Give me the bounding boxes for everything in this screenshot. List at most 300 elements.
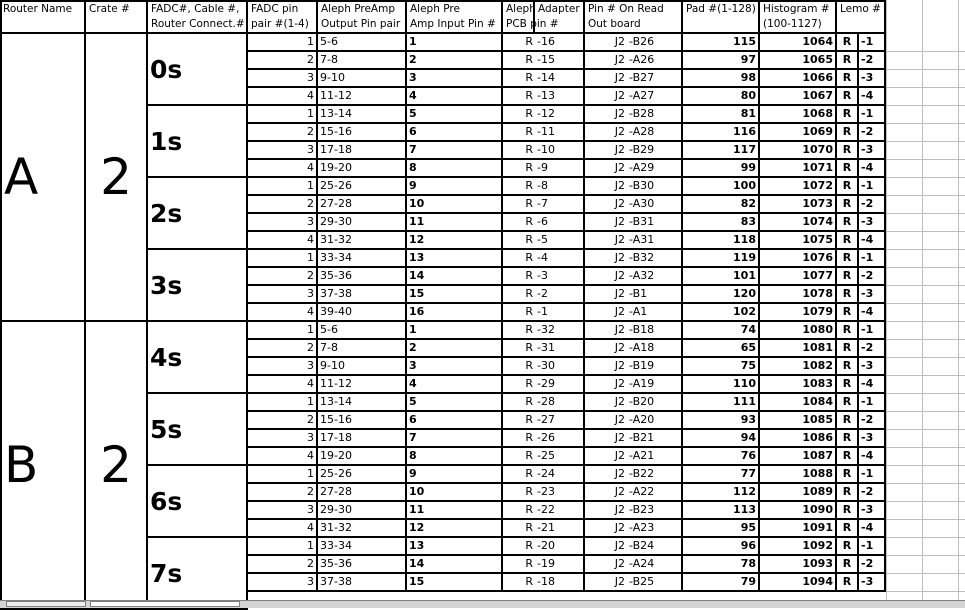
header-aleph-input[interactable]: [407, 0, 503, 34]
cell-lemo[interactable]: -1: [859, 394, 886, 412]
cell-hist[interactable]: 1074: [760, 214, 837, 232]
cell-inp[interactable]: 12: [407, 232, 503, 250]
cell-out[interactable]: 31-32: [318, 232, 407, 250]
cell-lemo_r[interactable]: R: [837, 160, 859, 178]
cell-adp[interactable]: -14: [535, 70, 585, 88]
cell-pcb[interactable]: R: [503, 556, 535, 574]
header-adapter[interactable]: [535, 0, 585, 34]
cell-j2[interactable]: J2: [585, 286, 627, 304]
cell-adp[interactable]: -6: [535, 214, 585, 232]
cell-lemo_r[interactable]: R: [837, 340, 859, 358]
cell-out[interactable]: 37-38: [318, 574, 407, 592]
cell-lemo[interactable]: -4: [859, 88, 886, 106]
cell-pcb[interactable]: R: [503, 214, 535, 232]
header-aleph-output[interactable]: [318, 0, 407, 34]
cell-ro[interactable]: -A30: [627, 196, 683, 214]
cell-inp[interactable]: 6: [407, 124, 503, 142]
cell-ro[interactable]: -B32: [627, 250, 683, 268]
cell-adp[interactable]: -28: [535, 394, 585, 412]
cell-pad[interactable]: 65: [683, 340, 760, 358]
cell-pad[interactable]: 83: [683, 214, 760, 232]
header-histogram[interactable]: [760, 0, 837, 34]
cell-adp[interactable]: -2: [535, 286, 585, 304]
cell-inp[interactable]: 13: [407, 538, 503, 556]
cell-adp[interactable]: -26: [535, 430, 585, 448]
cell-j2[interactable]: J2: [585, 178, 627, 196]
cell-hist[interactable]: 1080: [760, 322, 837, 340]
cell-j2[interactable]: J2: [585, 268, 627, 286]
cell-lemo_r[interactable]: R: [837, 556, 859, 574]
cell-adp[interactable]: -20: [535, 538, 585, 556]
cell-ro[interactable]: -A28: [627, 124, 683, 142]
cell-out[interactable]: 13-14: [318, 106, 407, 124]
cell-ro[interactable]: -B21: [627, 430, 683, 448]
cell-ro[interactable]: -B20: [627, 394, 683, 412]
cell-lemo_r[interactable]: R: [837, 466, 859, 484]
cell-out[interactable]: 11-12: [318, 88, 407, 106]
cell-lemo_r[interactable]: R: [837, 268, 859, 286]
cell-pcb[interactable]: R: [503, 358, 535, 376]
cell-j2[interactable]: J2: [585, 448, 627, 466]
cell-inp[interactable]: 11: [407, 214, 503, 232]
cell-inp[interactable]: 10: [407, 196, 503, 214]
cell-adp[interactable]: -32: [535, 322, 585, 340]
cell-hist[interactable]: 1081: [760, 340, 837, 358]
cell-pad[interactable]: 82: [683, 196, 760, 214]
cell-lemo[interactable]: -4: [859, 304, 886, 322]
cell-inp[interactable]: 2: [407, 52, 503, 70]
cell-adp[interactable]: -9: [535, 160, 585, 178]
cell-hist[interactable]: 1089: [760, 484, 837, 502]
cell-hist[interactable]: 1066: [760, 70, 837, 88]
cell-pad[interactable]: 102: [683, 304, 760, 322]
cell-adp[interactable]: -5: [535, 232, 585, 250]
cell-inp[interactable]: 11: [407, 502, 503, 520]
cell-lemo[interactable]: -3: [859, 502, 886, 520]
cell-out[interactable]: 19-20: [318, 160, 407, 178]
cell-pad[interactable]: 79: [683, 574, 760, 592]
cell-j2[interactable]: J2: [585, 124, 627, 142]
cell-j2[interactable]: J2: [585, 160, 627, 178]
cell-pin[interactable]: 3: [248, 142, 318, 160]
cell-pin[interactable]: 2: [248, 340, 318, 358]
cell-adp[interactable]: -31: [535, 340, 585, 358]
cell-out[interactable]: 37-38: [318, 286, 407, 304]
cell-lemo[interactable]: -3: [859, 430, 886, 448]
cell-out[interactable]: 5-6: [318, 322, 407, 340]
cell-adp[interactable]: -8: [535, 178, 585, 196]
header-readout[interactable]: [585, 0, 683, 34]
cell-hist[interactable]: 1073: [760, 196, 837, 214]
cell-pin[interactable]: 1: [248, 538, 318, 556]
cell-adp[interactable]: -19: [535, 556, 585, 574]
cell-inp[interactable]: 1: [407, 34, 503, 52]
cell-out[interactable]: 33-34: [318, 538, 407, 556]
cell-lemo_r[interactable]: R: [837, 178, 859, 196]
cell-hist[interactable]: 1067: [760, 88, 837, 106]
cell-out[interactable]: 13-14: [318, 394, 407, 412]
cell-hist[interactable]: 1064: [760, 34, 837, 52]
cell-inp[interactable]: 1: [407, 322, 503, 340]
cell-inp[interactable]: 15: [407, 574, 503, 592]
cell-inp[interactable]: 14: [407, 556, 503, 574]
cell-inp[interactable]: 4: [407, 88, 503, 106]
cell-j2[interactable]: J2: [585, 538, 627, 556]
cell-ro[interactable]: -A29: [627, 160, 683, 178]
cell-j2[interactable]: J2: [585, 142, 627, 160]
cell-ro[interactable]: -B19: [627, 358, 683, 376]
cell-lemo_r[interactable]: R: [837, 70, 859, 88]
cell-inp[interactable]: 16: [407, 304, 503, 322]
cell-adp[interactable]: -3: [535, 268, 585, 286]
cell-pin[interactable]: 4: [248, 448, 318, 466]
cell-lemo[interactable]: -4: [859, 232, 886, 250]
cell-pcb[interactable]: R: [503, 538, 535, 556]
cell-lemo[interactable]: -2: [859, 268, 886, 286]
cell-adp[interactable]: -27: [535, 412, 585, 430]
cell-j2[interactable]: J2: [585, 340, 627, 358]
cell-pcb[interactable]: R: [503, 448, 535, 466]
cell-pad[interactable]: 119: [683, 250, 760, 268]
cell-j2[interactable]: J2: [585, 214, 627, 232]
cell-pcb[interactable]: R: [503, 268, 535, 286]
cell-j2[interactable]: J2: [585, 520, 627, 538]
cell-out[interactable]: 25-26: [318, 466, 407, 484]
header-lemo[interactable]: [837, 0, 886, 34]
cell-pad[interactable]: 113: [683, 502, 760, 520]
cell-ro[interactable]: -A27: [627, 88, 683, 106]
cell-ro[interactable]: -B23: [627, 502, 683, 520]
cell-out[interactable]: 15-16: [318, 124, 407, 142]
cell-inp[interactable]: 10: [407, 484, 503, 502]
cell-lemo[interactable]: -2: [859, 412, 886, 430]
cell-pin[interactable]: 4: [248, 232, 318, 250]
cell-inp[interactable]: 13: [407, 250, 503, 268]
cell-out[interactable]: 19-20: [318, 448, 407, 466]
cell-lemo[interactable]: -1: [859, 250, 886, 268]
cell-hist[interactable]: 1091: [760, 520, 837, 538]
cell-pad[interactable]: 101: [683, 268, 760, 286]
cell-pad[interactable]: 95: [683, 520, 760, 538]
cell-hist[interactable]: 1079: [760, 304, 837, 322]
cell-ro[interactable]: -B28: [627, 106, 683, 124]
cell-hist[interactable]: 1090: [760, 502, 837, 520]
cell-adp[interactable]: -1: [535, 304, 585, 322]
cell-out[interactable]: 17-18: [318, 430, 407, 448]
cell-ro[interactable]: -A19: [627, 376, 683, 394]
cell-pad[interactable]: 115: [683, 34, 760, 52]
cell-lemo[interactable]: -2: [859, 52, 886, 70]
cell-pin[interactable]: 3: [248, 286, 318, 304]
cell-hist[interactable]: 1092: [760, 538, 837, 556]
cell-lemo[interactable]: -2: [859, 556, 886, 574]
router-name-cell[interactable]: [0, 322, 86, 610]
cell-pin[interactable]: 1: [248, 250, 318, 268]
crate-cell[interactable]: [86, 34, 148, 322]
cell-lemo_r[interactable]: R: [837, 502, 859, 520]
cell-pin[interactable]: 4: [248, 160, 318, 178]
cell-pin[interactable]: 1: [248, 394, 318, 412]
cell-lemo[interactable]: -1: [859, 34, 886, 52]
cell-pcb[interactable]: R: [503, 394, 535, 412]
cell-inp[interactable]: 7: [407, 430, 503, 448]
cell-lemo[interactable]: -2: [859, 124, 886, 142]
cell-pcb[interactable]: R: [503, 340, 535, 358]
cell-pin[interactable]: 2: [248, 52, 318, 70]
cell-inp[interactable]: 9: [407, 178, 503, 196]
cell-ro[interactable]: -B25: [627, 574, 683, 592]
cell-j2[interactable]: J2: [585, 106, 627, 124]
cell-pin[interactable]: 3: [248, 574, 318, 592]
cell-out[interactable]: 33-34: [318, 250, 407, 268]
cell-j2[interactable]: J2: [585, 52, 627, 70]
cell-lemo[interactable]: -3: [859, 70, 886, 88]
cell-lemo_r[interactable]: R: [837, 232, 859, 250]
cell-hist[interactable]: 1065: [760, 52, 837, 70]
cell-pad[interactable]: 96: [683, 538, 760, 556]
cell-ro[interactable]: -B29: [627, 142, 683, 160]
cell-out[interactable]: 9-10: [318, 358, 407, 376]
cell-pad[interactable]: 116: [683, 124, 760, 142]
cell-pad[interactable]: 118: [683, 232, 760, 250]
cell-pin[interactable]: 1: [248, 466, 318, 484]
header-fadc[interactable]: [148, 0, 248, 34]
cell-ro[interactable]: -A21: [627, 448, 683, 466]
cell-lemo[interactable]: -4: [859, 520, 886, 538]
cell-lemo_r[interactable]: R: [837, 574, 859, 592]
cell-hist[interactable]: 1068: [760, 106, 837, 124]
cell-pin[interactable]: 2: [248, 268, 318, 286]
cell-pin[interactable]: 4: [248, 376, 318, 394]
cell-pin[interactable]: 3: [248, 502, 318, 520]
cell-pcb[interactable]: R: [503, 304, 535, 322]
cell-pcb[interactable]: R: [503, 124, 535, 142]
cell-out[interactable]: 15-16: [318, 412, 407, 430]
sheet-tab[interactable]: [6, 601, 86, 607]
cell-lemo[interactable]: -1: [859, 322, 886, 340]
cell-j2[interactable]: J2: [585, 358, 627, 376]
cell-lemo_r[interactable]: R: [837, 448, 859, 466]
fadc-group-cell[interactable]: [148, 394, 248, 466]
cell-adp[interactable]: -22: [535, 502, 585, 520]
cell-ro[interactable]: -B31: [627, 214, 683, 232]
cell-adp[interactable]: -16: [535, 34, 585, 52]
cell-ro[interactable]: -B18: [627, 322, 683, 340]
cell-inp[interactable]: 12: [407, 520, 503, 538]
cell-out[interactable]: 27-28: [318, 484, 407, 502]
cell-lemo[interactable]: -3: [859, 574, 886, 592]
cell-pad[interactable]: 93: [683, 412, 760, 430]
fadc-group-cell[interactable]: [148, 106, 248, 178]
cell-lemo[interactable]: -1: [859, 466, 886, 484]
fadc-group-cell[interactable]: [148, 322, 248, 394]
cell-pcb[interactable]: R: [503, 286, 535, 304]
cell-pin[interactable]: 2: [248, 556, 318, 574]
cell-j2[interactable]: J2: [585, 322, 627, 340]
cell-pcb[interactable]: R: [503, 412, 535, 430]
cell-lemo[interactable]: -4: [859, 376, 886, 394]
cell-inp[interactable]: 7: [407, 142, 503, 160]
cell-hist[interactable]: 1070: [760, 142, 837, 160]
cell-pin[interactable]: 3: [248, 70, 318, 88]
cell-hist[interactable]: 1076: [760, 250, 837, 268]
cell-ro[interactable]: -A1: [627, 304, 683, 322]
cell-inp[interactable]: 14: [407, 268, 503, 286]
cell-pin[interactable]: 2: [248, 124, 318, 142]
cell-pcb[interactable]: R: [503, 88, 535, 106]
cell-lemo_r[interactable]: R: [837, 52, 859, 70]
cell-lemo_r[interactable]: R: [837, 88, 859, 106]
cell-hist[interactable]: 1094: [760, 574, 837, 592]
cell-out[interactable]: 11-12: [318, 376, 407, 394]
cell-lemo_r[interactable]: R: [837, 538, 859, 556]
cell-adp[interactable]: -10: [535, 142, 585, 160]
cell-lemo[interactable]: -2: [859, 340, 886, 358]
cell-out[interactable]: 35-36: [318, 556, 407, 574]
cell-out[interactable]: 9-10: [318, 70, 407, 88]
cell-inp[interactable]: 2: [407, 340, 503, 358]
cell-j2[interactable]: J2: [585, 70, 627, 88]
cell-inp[interactable]: 6: [407, 412, 503, 430]
cell-ro[interactable]: -B30: [627, 178, 683, 196]
cell-lemo[interactable]: -1: [859, 178, 886, 196]
cell-out[interactable]: 35-36: [318, 268, 407, 286]
cell-lemo_r[interactable]: R: [837, 304, 859, 322]
cell-adp[interactable]: -21: [535, 520, 585, 538]
cell-out[interactable]: 25-26: [318, 178, 407, 196]
cell-hist[interactable]: 1085: [760, 412, 837, 430]
cell-inp[interactable]: 5: [407, 394, 503, 412]
cell-ro[interactable]: -A20: [627, 412, 683, 430]
cell-lemo[interactable]: -3: [859, 142, 886, 160]
cell-pcb[interactable]: R: [503, 574, 535, 592]
cell-lemo_r[interactable]: R: [837, 430, 859, 448]
cell-j2[interactable]: J2: [585, 250, 627, 268]
cell-inp[interactable]: 8: [407, 160, 503, 178]
cell-adp[interactable]: -15: [535, 52, 585, 70]
cell-pad[interactable]: 80: [683, 88, 760, 106]
cell-pin[interactable]: 1: [248, 322, 318, 340]
sheet-tab[interactable]: [90, 601, 240, 607]
cell-pad[interactable]: 76: [683, 448, 760, 466]
cell-hist[interactable]: 1093: [760, 556, 837, 574]
cell-adp[interactable]: -25: [535, 448, 585, 466]
cell-pad[interactable]: 99: [683, 160, 760, 178]
cell-inp[interactable]: 5: [407, 106, 503, 124]
cell-ro[interactable]: -B24: [627, 538, 683, 556]
cell-hist[interactable]: 1088: [760, 466, 837, 484]
cell-inp[interactable]: 15: [407, 286, 503, 304]
cell-pad[interactable]: 81: [683, 106, 760, 124]
cell-out[interactable]: 7-8: [318, 340, 407, 358]
cell-pad[interactable]: 112: [683, 484, 760, 502]
cell-out[interactable]: 17-18: [318, 142, 407, 160]
cell-pin[interactable]: 4: [248, 520, 318, 538]
cell-hist[interactable]: 1084: [760, 394, 837, 412]
cell-pcb[interactable]: R: [503, 376, 535, 394]
cell-pin[interactable]: 1: [248, 178, 318, 196]
cell-lemo_r[interactable]: R: [837, 196, 859, 214]
cell-j2[interactable]: J2: [585, 412, 627, 430]
cell-inp[interactable]: 8: [407, 448, 503, 466]
cell-pad[interactable]: 77: [683, 466, 760, 484]
cell-ro[interactable]: -A31: [627, 232, 683, 250]
cell-j2[interactable]: J2: [585, 574, 627, 592]
cell-pcb[interactable]: R: [503, 70, 535, 88]
cell-ro[interactable]: -B27: [627, 70, 683, 88]
cell-j2[interactable]: J2: [585, 430, 627, 448]
cell-j2[interactable]: J2: [585, 88, 627, 106]
cell-inp[interactable]: 3: [407, 358, 503, 376]
cell-pcb[interactable]: R: [503, 232, 535, 250]
cell-lemo[interactable]: -3: [859, 214, 886, 232]
cell-inp[interactable]: 9: [407, 466, 503, 484]
cell-hist[interactable]: 1086: [760, 430, 837, 448]
cell-out[interactable]: 7-8: [318, 52, 407, 70]
cell-adp[interactable]: -4: [535, 250, 585, 268]
cell-j2[interactable]: J2: [585, 304, 627, 322]
cell-j2[interactable]: J2: [585, 34, 627, 52]
cell-pin[interactable]: 2: [248, 196, 318, 214]
cell-hist[interactable]: 1075: [760, 232, 837, 250]
cell-pad[interactable]: 74: [683, 322, 760, 340]
cell-lemo_r[interactable]: R: [837, 142, 859, 160]
cell-out[interactable]: 29-30: [318, 502, 407, 520]
cell-inp[interactable]: 3: [407, 70, 503, 88]
cell-pin[interactable]: 4: [248, 88, 318, 106]
cell-pcb[interactable]: R: [503, 142, 535, 160]
cell-adp[interactable]: -30: [535, 358, 585, 376]
cell-pad[interactable]: 78: [683, 556, 760, 574]
cell-adp[interactable]: -11: [535, 124, 585, 142]
cell-hist[interactable]: 1078: [760, 286, 837, 304]
cell-lemo[interactable]: -2: [859, 484, 886, 502]
cell-ro[interactable]: -A26: [627, 52, 683, 70]
cell-j2[interactable]: J2: [585, 466, 627, 484]
cell-lemo[interactable]: -1: [859, 106, 886, 124]
fadc-group-cell[interactable]: [148, 178, 248, 250]
cell-pad[interactable]: 117: [683, 142, 760, 160]
cell-lemo_r[interactable]: R: [837, 412, 859, 430]
header-router-name[interactable]: [0, 0, 86, 34]
cell-pad[interactable]: 110: [683, 376, 760, 394]
cell-pad[interactable]: 100: [683, 178, 760, 196]
cell-pcb[interactable]: R: [503, 106, 535, 124]
cell-out[interactable]: 31-32: [318, 520, 407, 538]
cell-lemo_r[interactable]: R: [837, 322, 859, 340]
cell-pcb[interactable]: R: [503, 160, 535, 178]
cell-lemo_r[interactable]: R: [837, 124, 859, 142]
cell-pin[interactable]: 3: [248, 214, 318, 232]
cell-lemo_r[interactable]: R: [837, 34, 859, 52]
cell-lemo_r[interactable]: R: [837, 214, 859, 232]
header-pad[interactable]: [683, 0, 760, 34]
fadc-group-cell[interactable]: [148, 466, 248, 538]
header-pin-pair[interactable]: [248, 0, 318, 34]
cell-pin[interactable]: 4: [248, 304, 318, 322]
cell-out[interactable]: 27-28: [318, 196, 407, 214]
cell-adp[interactable]: -13: [535, 88, 585, 106]
cell-pad[interactable]: 94: [683, 430, 760, 448]
cell-pin[interactable]: 3: [248, 358, 318, 376]
cell-hist[interactable]: 1071: [760, 160, 837, 178]
cell-lemo_r[interactable]: R: [837, 484, 859, 502]
cell-ro[interactable]: -A23: [627, 520, 683, 538]
cell-pcb[interactable]: R: [503, 484, 535, 502]
cell-adp[interactable]: -24: [535, 466, 585, 484]
cell-pcb[interactable]: R: [503, 196, 535, 214]
cell-pad[interactable]: 75: [683, 358, 760, 376]
